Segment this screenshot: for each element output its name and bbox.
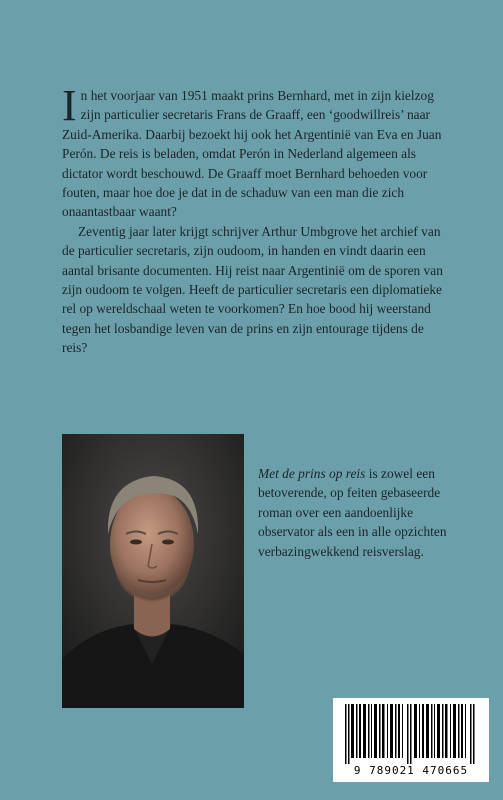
blurb-paragraph-2: Zeventig jaar later krijgt schrijver Arthur Umbgrove het archief van de particulier secretaris, zijn oudoom, in handen en vindt daarin een aantal brisante documenten. Hij reist naar Argentinië om de sporen van zijn oudoom te volgen. Heeft de particulier secretaris een diplomatieke rel op wereldschaal weten te voorkomen? En hoe bood hij weerstand tegen het losbandige leven van de prins en zijn entourage tijdens de reis? xyxy=(62,223,443,356)
isbn-barcode xyxy=(333,698,489,782)
blurb-paragraph-1-text: n het voorjaar van 1951 maakt prins Bernhard, met in zijn kielzog zijn particulier secretaris Frans de Graaff, een ‘goodwillreis’ naar Zuid-Amerika. Daarbij bezoekt hij ook het Argentinië van Eva en Juan Perón. De reis is beladen, omdat Perón in Nederland algemeen als dictator wordt beschouwd. De Graaff moet Bernhard behoeden voor fouten, maar hoe doe je dat in de schaduw van een man die zich onaantastbaar waant? xyxy=(62,88,442,220)
blurb-text xyxy=(62,81,447,358)
author-photo xyxy=(62,434,244,708)
author-portrait-image xyxy=(62,434,244,708)
isbn-digits: 9 789021 470665 xyxy=(353,764,469,777)
tagline-rest: is zowel een betoverende, op feiten gebaseerde roman over een aandoenlijke observator als een in alle opzichten verbazingwekkend reisverslag. xyxy=(258,466,447,559)
barcode-icon xyxy=(343,704,479,764)
tagline-text xyxy=(258,464,448,561)
book-title-italic: Met de prins op reis xyxy=(258,466,366,481)
drop-cap: I xyxy=(62,81,77,130)
blurb-paragraph-1 xyxy=(62,81,447,222)
